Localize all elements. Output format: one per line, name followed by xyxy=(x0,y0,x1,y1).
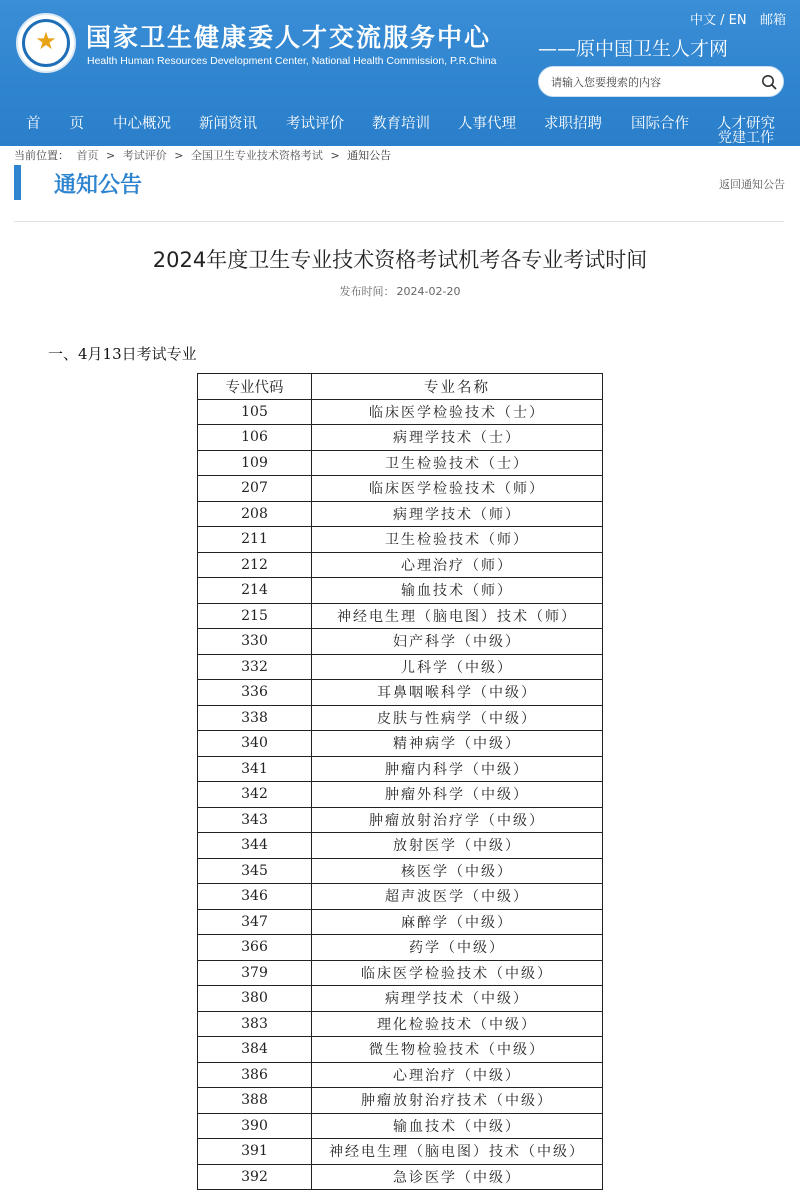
specialty-name-cell: 病理学技术（师） xyxy=(312,501,603,527)
specialty-code-cell: 379 xyxy=(198,960,312,986)
table-row xyxy=(198,1062,603,1088)
table-row xyxy=(198,833,603,859)
site-title-en: Health Human Resources Development Center, National Health Commission, P.R.China xyxy=(87,55,497,67)
specialty-code-cell: 332 xyxy=(198,654,312,680)
specialty-code-cell: 346 xyxy=(198,884,312,910)
specialty-code-cell: 380 xyxy=(198,986,312,1012)
specialty-code-cell: 330 xyxy=(198,629,312,655)
table-row xyxy=(198,935,603,961)
specialty-code-cell: 342 xyxy=(198,782,312,808)
specialty-name-cell: 精神病学（中级） xyxy=(312,731,603,757)
table-row xyxy=(198,450,603,476)
breadcrumb-current[interactable]: 通知公告 xyxy=(347,149,392,162)
table-row xyxy=(198,884,603,910)
breadcrumb-separator: > xyxy=(174,149,184,162)
specialty-code-cell: 383 xyxy=(198,1011,312,1037)
table-row xyxy=(198,680,603,706)
specialty-name-cell: 药学（中级） xyxy=(312,935,603,961)
specialty-name-cell: 肿瘤外科学（中级） xyxy=(312,782,603,808)
specialty-name-cell: 皮肤与性病学（中级） xyxy=(312,705,603,731)
table-row xyxy=(198,425,603,451)
site-header xyxy=(0,0,800,146)
specialty-name-cell: 心理治疗（中级） xyxy=(312,1062,603,1088)
breadcrumb-separator: > xyxy=(330,149,340,162)
specialty-code-cell: 212 xyxy=(198,552,312,578)
table-row xyxy=(198,399,603,425)
nav-item-research[interactable]: 人才研究 xyxy=(717,116,775,132)
table-row xyxy=(198,1139,603,1165)
specialty-code-cell: 106 xyxy=(198,425,312,451)
language-switch[interactable]: 中文 / EN xyxy=(690,13,747,28)
breadcrumb xyxy=(14,147,395,165)
specialty-code-cell: 390 xyxy=(198,1113,312,1139)
table-row xyxy=(198,756,603,782)
specialty-name-cell: 肿瘤放射治疗技术（中级） xyxy=(312,1088,603,1114)
specialty-code-cell: 344 xyxy=(198,833,312,859)
specialty-code-cell: 343 xyxy=(198,807,312,833)
search-icon[interactable] xyxy=(761,74,777,90)
nav-item-about[interactable]: 中心概况 xyxy=(113,116,171,132)
specialty-name-cell: 输血技术（师） xyxy=(312,578,603,604)
nav-item-jobs[interactable]: 求职招聘 xyxy=(544,116,602,132)
specialty-name-cell: 急诊医学（中级） xyxy=(312,1164,603,1190)
nav-item-exam[interactable]: 考试评价 xyxy=(286,116,344,132)
site-title-cn: 国家卫生健康委人才交流服务中心 xyxy=(86,23,492,52)
section-divider xyxy=(14,221,784,222)
exam-specialty-table xyxy=(197,373,603,1190)
specialty-name-cell: 肿瘤放射治疗学（中级） xyxy=(312,807,603,833)
specialty-code-cell: 345 xyxy=(198,858,312,884)
specialty-code-cell: 388 xyxy=(198,1088,312,1114)
specialty-name-cell: 临床医学检验技术（师） xyxy=(312,476,603,502)
table-row xyxy=(198,909,603,935)
mail-link[interactable]: 邮箱 xyxy=(760,13,787,28)
specialty-code-cell: 341 xyxy=(198,756,312,782)
specialty-name-cell: 耳鼻咽喉科学（中级） xyxy=(312,680,603,706)
specialty-name-cell: 放射医学（中级） xyxy=(312,833,603,859)
specialty-name-cell: 核医学（中级） xyxy=(312,858,603,884)
specialty-code-cell: 214 xyxy=(198,578,312,604)
specialty-name-cell: 输血技术（中级） xyxy=(312,1113,603,1139)
specialty-name-cell: 妇产科学（中级） xyxy=(312,629,603,655)
specialty-name-cell: 病理学技术（士） xyxy=(312,425,603,451)
specialty-name-cell: 理化检验技术（中级） xyxy=(312,1011,603,1037)
table-row xyxy=(198,705,603,731)
nav-item-home[interactable]: 首 页 xyxy=(26,116,84,132)
specialty-name-cell: 卫生检验技术（士） xyxy=(312,450,603,476)
table-row xyxy=(198,603,603,629)
table-row xyxy=(198,1113,603,1139)
table-body xyxy=(198,399,603,1190)
site-logo[interactable] xyxy=(16,13,76,73)
specialty-code-cell: 384 xyxy=(198,1037,312,1063)
section-accent-bar xyxy=(14,165,21,200)
specialty-code-cell: 208 xyxy=(198,501,312,527)
specialty-name-cell: 临床医学检验技术（士） xyxy=(312,399,603,425)
specialty-code-cell: 336 xyxy=(198,680,312,706)
nav-item-training[interactable]: 教育培训 xyxy=(372,116,430,132)
table-row xyxy=(198,1164,603,1190)
table-row xyxy=(198,1037,603,1063)
publish-date-value: 2024-02-20 xyxy=(396,285,461,298)
specialty-code-cell: 347 xyxy=(198,909,312,935)
breadcrumb-home[interactable]: 首页 xyxy=(76,149,99,162)
table-row xyxy=(198,527,603,553)
back-to-notices-link[interactable]: 返回通知公告 xyxy=(719,178,785,191)
nav-item-party[interactable]: 党建工作 xyxy=(718,130,774,146)
search-box xyxy=(538,66,784,97)
specialty-code-cell: 338 xyxy=(198,705,312,731)
nav-item-news[interactable]: 新闻资讯 xyxy=(199,116,257,132)
table-row xyxy=(198,552,603,578)
table-row xyxy=(198,1088,603,1114)
specialty-code-cell: 215 xyxy=(198,603,312,629)
site-subtitle: ——原中国卫生人才网 xyxy=(538,38,729,60)
specialty-name-cell: 儿科学（中级） xyxy=(312,654,603,680)
table-row xyxy=(198,731,603,757)
specialty-code-cell: 340 xyxy=(198,731,312,757)
table-row xyxy=(198,807,603,833)
table-row xyxy=(198,986,603,1012)
specialty-name-cell: 病理学技术（中级） xyxy=(312,986,603,1012)
nav-item-international[interactable]: 国际合作 xyxy=(631,116,689,132)
table-row xyxy=(198,629,603,655)
table-row xyxy=(198,782,603,808)
specialty-name-cell: 卫生检验技术（师） xyxy=(312,527,603,553)
specialty-code-cell: 386 xyxy=(198,1062,312,1088)
specialty-name-cell: 神经电生理（脑电图）技术（中级） xyxy=(312,1139,603,1165)
specialty-code-cell: 391 xyxy=(198,1139,312,1165)
specialty-code-cell: 211 xyxy=(198,527,312,553)
exam-section-heading: 一、4月13日考试专业 xyxy=(48,345,197,363)
section-title: 通知公告 xyxy=(54,173,143,198)
breadcrumb-label: 当前位置： xyxy=(14,149,69,162)
breadcrumb-qualification-exam[interactable]: 全国卫生专业技术资格考试 xyxy=(190,149,323,162)
logo-star-icon: ★ xyxy=(35,27,57,55)
table-row xyxy=(198,960,603,986)
publish-date xyxy=(0,283,800,299)
table-row xyxy=(198,654,603,680)
specialty-name-cell: 麻醉学（中级） xyxy=(312,909,603,935)
nav-item-personnel[interactable]: 人事代理 xyxy=(458,116,516,132)
specialty-name-cell: 肿瘤内科学（中级） xyxy=(312,756,603,782)
article-title: 2024年度卫生专业技术资格考试机考各专业考试时间 xyxy=(152,248,648,272)
table-row xyxy=(198,578,603,604)
table-header-row xyxy=(198,374,603,400)
search-input[interactable] xyxy=(551,73,751,91)
specialty-code-cell: 105 xyxy=(198,399,312,425)
column-header-name: 专业名称 xyxy=(312,374,603,400)
specialty-code-cell: 392 xyxy=(198,1164,312,1190)
main-nav xyxy=(0,112,800,146)
specialty-code-cell: 366 xyxy=(198,935,312,961)
nav-overflow-clip xyxy=(718,130,788,146)
specialty-name-cell: 临床医学检验技术（中级） xyxy=(312,960,603,986)
breadcrumb-separator: > xyxy=(106,149,116,162)
table-row xyxy=(198,1011,603,1037)
specialty-code-cell: 109 xyxy=(198,450,312,476)
specialty-name-cell: 神经电生理（脑电图）技术（师） xyxy=(312,603,603,629)
specialty-name-cell: 微生物检验技术（中级） xyxy=(312,1037,603,1063)
table-row xyxy=(198,858,603,884)
table-row xyxy=(198,501,603,527)
specialty-name-cell: 超声波医学（中级） xyxy=(312,884,603,910)
column-header-code: 专业代码 xyxy=(198,374,312,400)
specialty-name-cell: 心理治疗（师） xyxy=(312,552,603,578)
table-row xyxy=(198,476,603,502)
specialty-code-cell: 207 xyxy=(198,476,312,502)
breadcrumb-exam[interactable]: 考试评价 xyxy=(122,149,167,162)
publish-date-label: 发布时间： xyxy=(339,285,395,298)
